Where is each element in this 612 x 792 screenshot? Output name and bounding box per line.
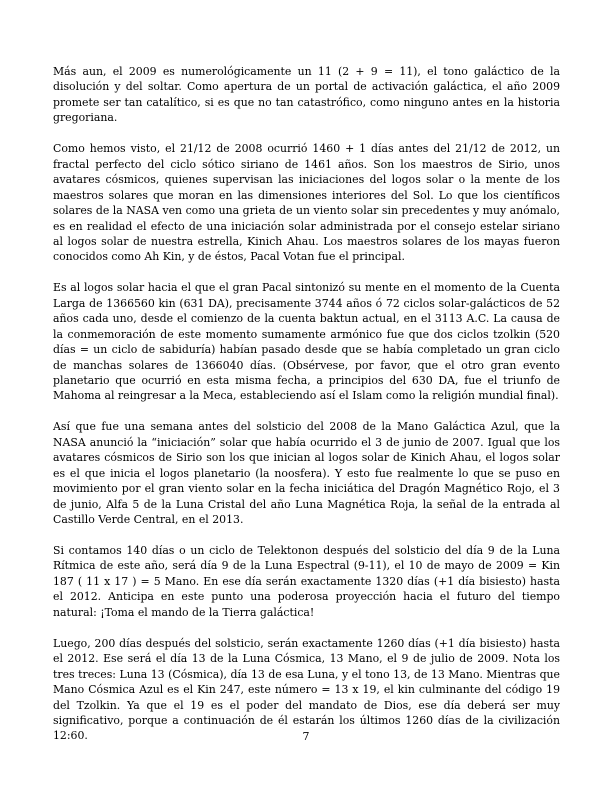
page-body — [53, 64, 560, 759]
paragraph-6: Luego, 200 días después del solsticio, serán exactamente 1260 días (+1 día bisiesto) hasta el 2012. Ese será el día 13 de la Luna Cósmica, 13 Mano, el 9 de julio de 2009. Nota los tres treces: Luna 13 (Cósmica), día 13 de esa Luna, y el tono 13, de 13 Mano. Mientras que Mano Cósmica Azul es el Kin 247, este número = 13 x 19, el kin culminante del código 19 del Tzolkin. Ya que el 19 es el poder del mandato de Dios, ese día deberá ser muy significativo, porque a continuación de él estarán los últimos 1260 días de la civilización 12:60. — [53, 636, 560, 743]
paragraph-3: Es al logos solar hacia el que el gran Pacal sintonizó su mente en el momento de la Cuenta Larga de 1366560 kin (631 DA), precisamente 3744 años ó 72 ciclos solar-galácticos de 52 años cada uno, desde el comienzo de la cuenta baktun actual, en el 3113 A.C. La causa de la conmemoración de este momento sumamente armónico fue que dos ciclos tzolkin (520 días = un ciclo de sabiduría) habían pasado desde que se había completado un gran ciclo de manchas solares de 1366040 días. (Obsérvese, por favor, que el otro gran evento planetario que ocurrió en esta misma fecha, a principios del 630 DA, fue el triunfo de Mahoma al reingresar a la Meca, estableciendo así el Islam como la religión mundial final). — [53, 281, 560, 403]
paragraph-1: Más aun, el 2009 es numerológicamente un 11 (2 + 9 = 11), el tono galáctico de la disolución y del soltar. Como apertura de un portal de activación galáctica, el año 2009 promete ser tan catalítico, si es que no tan catastrófico, como ninguno antes en la historia gregoriana. — [53, 65, 560, 125]
page-number: 7 — [302, 730, 310, 743]
paragraph-2: Como hemos visto, el 21/12 de 2008 ocurrió 1460 + 1 días antes del 21/12 de 2012, un fractal perfecto del ciclo sótico siriano de 1461 años. Son los maestros de Sirio, unos avatares cósmicos, quienes supervisan las iniciaciones del logos solar o la mente de los maestros solares que moran en las dimensiones interiores del Sol. Lo que los científicos solares de la NASA ven como una grieta de un viento solar sin precedentes y muy anómalo, es en realidad el efecto de una iniciación solar administrada por el consejo estelar siriano al logos solar de nuestra estrella, Kinich Ahau. Los maestros solares de los mayas fueron conocidos como Ah Kin, y de éstos, Pacal Votan fue el principal. — [53, 142, 560, 264]
paragraph-5: Si contamos 140 días o un ciclo de Telektonon después del solsticio del día 9 de la Luna Rítmica de este año, será día 9 de la Luna Espectral (9-11), el 10 de mayo de 2009 = Kin 187 ( 11 x 17 ) = 5 Mano. En ese día serán exactamente 1320 días (+1 día bisiesto) hasta el 2012. Anticipa en este punto una poderosa proyección hacia el futuro del tiempo natural: ¡Toma el mando de la Tierra galáctica! — [53, 543, 560, 619]
paragraph-4: Así que fue una semana antes del solsticio del 2008 de la Mano Galáctica Azul, que la NASA anunció la “iniciación” solar que había ocurrido el 3 de junio de 2007. Igual que los avatares cósmicos de Sirio son los que inician al logos solar de Kinich Ahau, el logos solar es el que inicia el logos planetario (la noosfera). Y esto fue realmente lo que se puso en movimiento por el gran viento solar en la fecha iniciática del Dragón Magnético Rojo, el 3 de junio, Alfa 5 de la Luna Cristal del año Luna Magnética Roja, la señal de la entrada al Castillo Verde Central, en el 2013. — [53, 420, 560, 527]
